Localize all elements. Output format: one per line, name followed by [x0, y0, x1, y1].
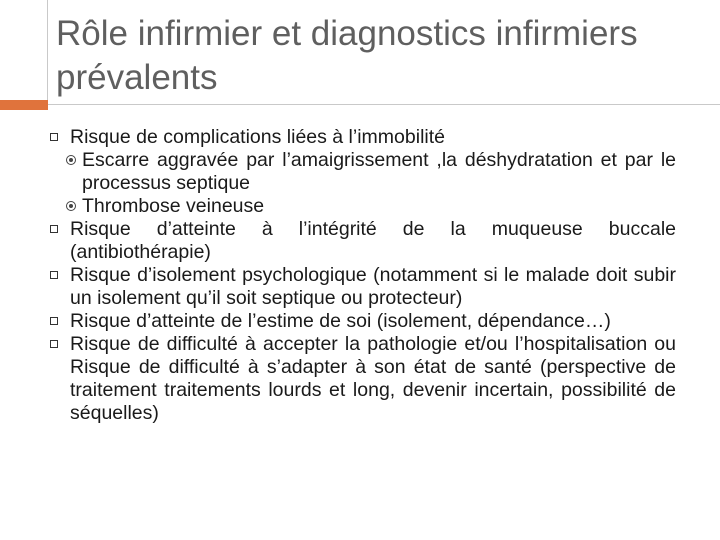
square-bullet-icon: [50, 317, 58, 325]
list-item: [50, 310, 676, 333]
list-item-text: Risque d’atteinte à l’intégrité de la muqueuse buccale (antibiothérapie): [70, 218, 676, 263]
list-item-text: Risque d’atteinte de l’estime de soi (isolement, dépendance…): [70, 310, 611, 332]
circle-bullet-icon: [66, 201, 76, 211]
slide-title: Rôle infirmier et diagnostics infirmiers prévalents: [56, 14, 638, 97]
square-bullet-icon: [50, 340, 58, 348]
sub-list-item-text: Thrombose veineuse: [82, 195, 265, 217]
list-item-text: Risque d’isolement psychologique (notamment si le malade doit subir un isolement qu’il soit septique ou protecteur): [70, 264, 676, 309]
title-divider: [48, 104, 720, 105]
sub-list-item: [50, 195, 676, 218]
list-item-text: Risque de complications liées à l’immobilité: [70, 126, 445, 148]
sub-list-item-text: Escarre aggravée par l’amaigrissement ,la déshydratation et par le processus septique: [82, 149, 676, 194]
list-item: [50, 264, 676, 310]
sub-list-item: [50, 149, 676, 195]
list-item: [50, 333, 676, 425]
list-item: [50, 126, 676, 149]
square-bullet-icon: [50, 225, 58, 233]
accent-bar: [0, 100, 48, 110]
square-bullet-icon: [50, 133, 58, 141]
square-bullet-icon: [50, 271, 58, 279]
circle-bullet-icon: [66, 155, 76, 165]
list-item-text: Risque de difficulté à accepter la pathologie et/ou l’hospitalisation ou Risque de difficulté à s’adapter à son état de santé (perspective de traitement traitements lourds et long, devenir incertain, possibilité de séquelles): [70, 333, 676, 424]
list-item: [50, 218, 676, 264]
bullet-list: [50, 126, 676, 425]
title-divider-vertical: [47, 0, 48, 104]
